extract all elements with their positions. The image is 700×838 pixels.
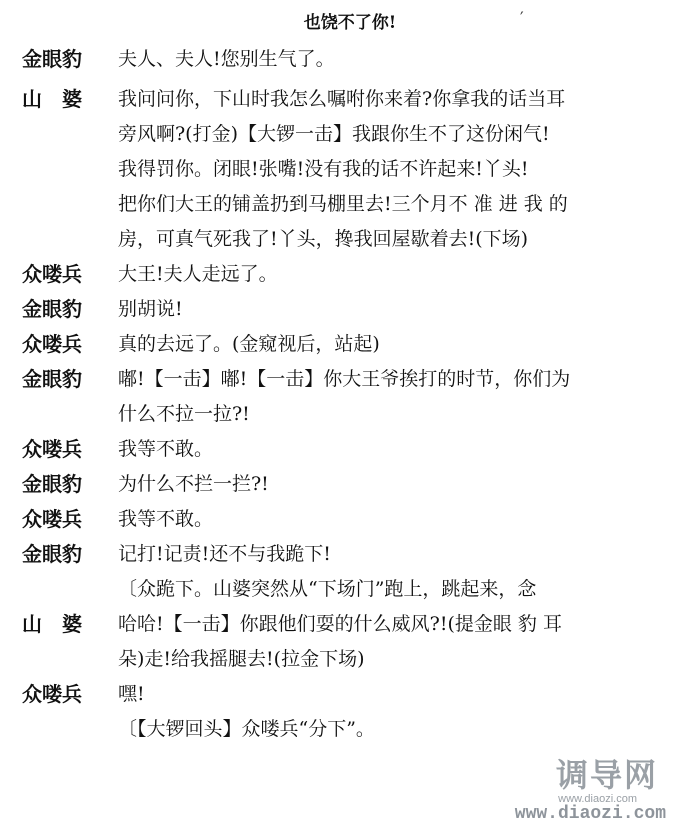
- speaker-label: 山 婆: [22, 87, 82, 111]
- speaker-label: 众喽兵: [22, 332, 82, 356]
- line-text: 旁风啊?(打金)【大锣一击】我跟你生不了这份闲气!: [118, 123, 550, 145]
- script-line: [0, 679, 700, 709]
- page-title: 也饶不了你!: [303, 13, 397, 33]
- script-line: [0, 399, 700, 429]
- script-line: [0, 44, 700, 74]
- watermark-subtext: www.diaozi.com: [558, 793, 637, 805]
- line-text: 别胡说!: [118, 298, 183, 320]
- speaker-label: 金眼豹: [22, 472, 82, 496]
- script-line: [0, 154, 700, 184]
- speaker-label: 众喽兵: [22, 262, 82, 286]
- line-text: 真的去远了。(金窥视后，站起): [118, 333, 380, 355]
- line-text: 把你们大王的铺盖扔到马棚里去!三个月不 准 进 我 的: [118, 193, 568, 215]
- line-text: 嘿!: [118, 683, 145, 705]
- script-line: [0, 434, 700, 464]
- script-line: [0, 539, 700, 569]
- watermark-url: www.diaozi.com: [514, 804, 666, 824]
- line-text: 什么不拉一拉?!: [118, 403, 250, 425]
- speaker-label: 众喽兵: [22, 682, 82, 706]
- line-text: 我问问你，下山时我怎么嘱咐你来着?你拿我的话当耳: [118, 88, 566, 110]
- page-header: [0, 0, 700, 38]
- speaker-label: 金眼豹: [22, 47, 82, 71]
- line-text: 记打!记责!还不与我跪下!: [118, 543, 331, 565]
- script-line: [0, 119, 700, 149]
- script-line: [0, 469, 700, 499]
- corner-mark: ′: [520, 8, 524, 27]
- line-text: 朵)走!给我摇腿去!(拉金下场): [118, 648, 365, 670]
- speaker-label: 金眼豹: [22, 367, 82, 391]
- line-text: 嘟!【一击】嘟!【一击】你大王爷挨打的时节，你们为: [118, 368, 571, 390]
- stage-direction: 〔众跪下。山婆突然从“下场门”跑上，跳起来，念: [118, 578, 537, 600]
- script-line: [0, 644, 700, 674]
- script-line: [0, 329, 700, 359]
- script-line: [0, 84, 700, 114]
- script-line: [0, 574, 700, 604]
- script-line: [0, 504, 700, 534]
- line-text: 为什么不拦一拦?!: [118, 473, 269, 495]
- line-text: 大王!夫人走远了。: [118, 263, 278, 285]
- line-text: 我得罚你。闭眼!张嘴!没有我的话不许起来!丫头!: [118, 158, 529, 180]
- script-line: [0, 294, 700, 324]
- speaker-label: 金眼豹: [22, 297, 82, 321]
- line-text: 我等不敢。: [118, 438, 214, 460]
- line-text: 房，可真气死我了!丫头，搀我回屋歇着去!(下场): [118, 228, 529, 250]
- script-line: [0, 714, 700, 744]
- line-text: 我等不敢。: [118, 508, 214, 530]
- speaker-label: 众喽兵: [22, 507, 82, 531]
- speaker-label: 山 婆: [22, 612, 82, 636]
- script-line: [0, 364, 700, 394]
- watermark-logo: 调导网: [555, 757, 658, 793]
- line-text: 夫人、夫人!您别生气了。: [118, 48, 335, 70]
- stage-direction: 〔【大锣回头】众喽兵“分下”。: [118, 718, 375, 740]
- script-line: [0, 189, 700, 219]
- script-line: [0, 259, 700, 289]
- script-line: [0, 609, 700, 639]
- line-text: 哈哈!【一击】你跟他们耍的什么威风?!(提金眼 豹 耳: [118, 613, 562, 635]
- speaker-label: 众喽兵: [22, 437, 82, 461]
- speaker-label: 金眼豹: [22, 542, 82, 566]
- script-line: [0, 224, 700, 254]
